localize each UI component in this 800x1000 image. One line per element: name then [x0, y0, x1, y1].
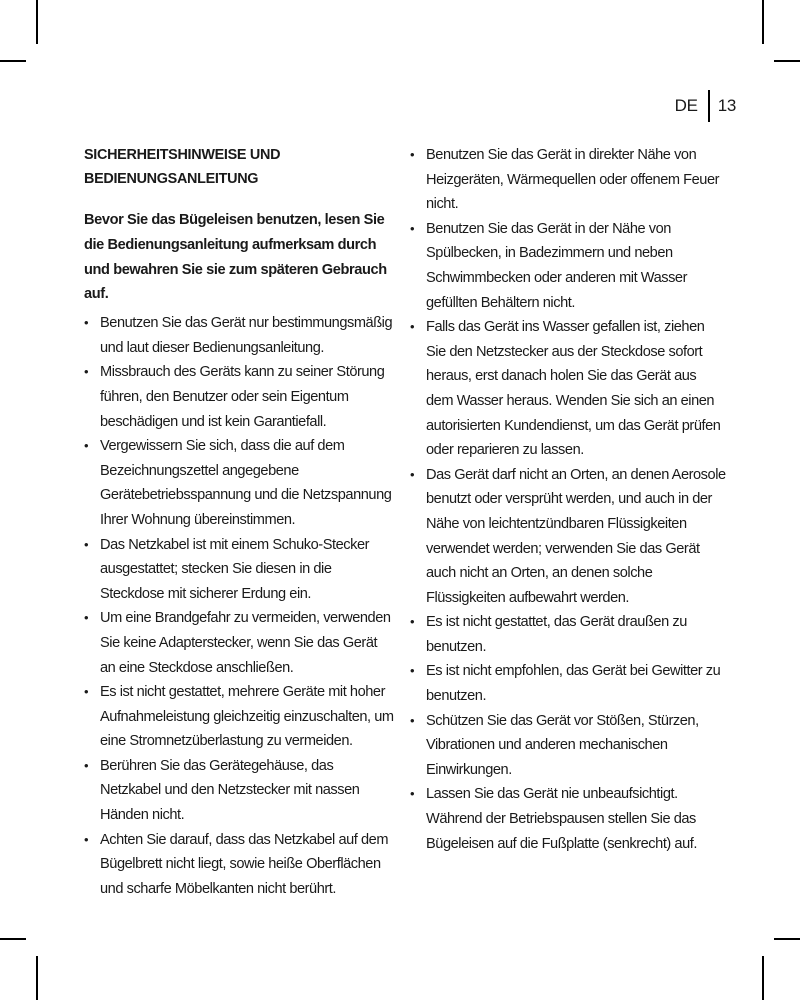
list-item: • Benutzen Sie das Gerät nur bestimmungsmäßig und laut dieser Bedienungsanleitung. [84, 311, 396, 360]
crop-mark-top-left-h [0, 60, 26, 62]
page-number: 13 [717, 96, 736, 115]
header-divider [708, 90, 710, 122]
list-item: • Missbrauch des Geräts kann zu seiner Störung führen, den Benutzer oder sein Eigentum beschädigen und ist kein Garantiefall. [84, 360, 396, 434]
list-item: • Das Netzkabel ist mit einem Schuko-Stecker ausgestattet; stecken Sie diesen in die Steckdose mit sicherer Erdung ein. [84, 533, 396, 607]
crop-mark-top-left [36, 0, 38, 44]
section-title-line1: SICHERHEITSHINWEISE UND [84, 147, 281, 163]
crop-mark-bottom-right [762, 956, 764, 1000]
crop-mark-top-right [762, 0, 764, 44]
list-item: • Schützen Sie das Gerät vor Stößen, Stürzen, Vibrationen und anderen mechanischen Einwirkungen. [410, 709, 726, 783]
crop-mark-bottom-left [36, 956, 38, 1000]
list-item: • Falls das Gerät ins Wasser gefallen ist, ziehen Sie den Netzstecker aus der Steckdose sofort heraus, erst danach holen Sie das Gerät aus dem Wasser heraus. Wenden Sie sich an einen autorisierten Kundendienst, um das Gerät prüfen oder reparieren zu lassen. [410, 315, 726, 463]
list-item: • Benutzen Sie das Gerät in direkter Nähe von Heizgeräten, Wärmequellen oder offenem Feuer nicht. [410, 143, 726, 217]
page-header [675, 90, 736, 122]
list-item: • Lassen Sie das Gerät nie unbeaufsichtigt. Während der Betriebspausen stellen Sie das Bügeleisen auf die Fußplatte (senkrecht) auf. [410, 782, 726, 856]
list-item: • Berühren Sie das Gerätegehäuse, das Netzkabel und den Netzstecker mit nassen Händen nicht. [84, 754, 396, 828]
list-item: • Benutzen Sie das Gerät in der Nähe von Spülbecken, in Badezimmern und neben Schwimmbecken oder anderen mit Wasser gefüllten Behältern nicht. [410, 217, 726, 315]
section-title [84, 143, 396, 191]
safety-list-left [84, 311, 396, 901]
list-item: • Es ist nicht gestattet, das Gerät draußen zu benutzen. [410, 610, 726, 659]
crop-mark-top-right-h [774, 60, 800, 62]
intro-paragraph: Bevor Sie das Bügeleisen benutzen, lesen Sie die Bedienungsanleitung aufmerksam durch und bewahren Sie sie zum späteren Gebrauch auf. [84, 212, 387, 303]
list-item: • Achten Sie darauf, dass das Netzkabel auf dem Bügelbrett nicht liegt, sowie heiße Oberflächen und scharfe Möbelkanten nicht berührt. [84, 828, 396, 902]
safety-list-right [410, 143, 726, 856]
left-column [84, 143, 396, 901]
language-code: DE [674, 96, 698, 115]
list-item: • Es ist nicht empfohlen, das Gerät bei Gewitter zu benutzen. [410, 659, 726, 708]
list-item: • Das Gerät darf nicht an Orten, an denen Aerosole benutzt oder versprüht werden, und auch in der Nähe von leichtentzündbaren Flüssigkeiten verwendet werden; verwenden Sie das Gerät auch nicht an Orten, an denen solche Flüssigkeiten aufbewahrt werden. [410, 463, 726, 611]
right-column [410, 143, 726, 856]
crop-mark-bottom-right-h [774, 938, 800, 940]
list-item: • Vergewissern Sie sich, dass die auf dem Bezeichnungszettel angegebene Gerätebetriebsspannung und die Netzspannung Ihrer Wohnung übereinstimmen. [84, 434, 396, 532]
list-item: • Um eine Brandgefahr zu vermeiden, verwenden Sie keine Adapterstecker, wenn Sie das Gerät an eine Steckdose anschließen. [84, 606, 396, 680]
crop-mark-bottom-left-h [0, 938, 26, 940]
list-item: • Es ist nicht gestattet, mehrere Geräte mit hoher Aufnahmeleistung gleichzeitig einzuschalten, um eine Stromnetzüberlastung zu vermeiden. [84, 680, 396, 754]
section-title-line2: BEDIENUNGSANLEITUNG [84, 171, 259, 187]
